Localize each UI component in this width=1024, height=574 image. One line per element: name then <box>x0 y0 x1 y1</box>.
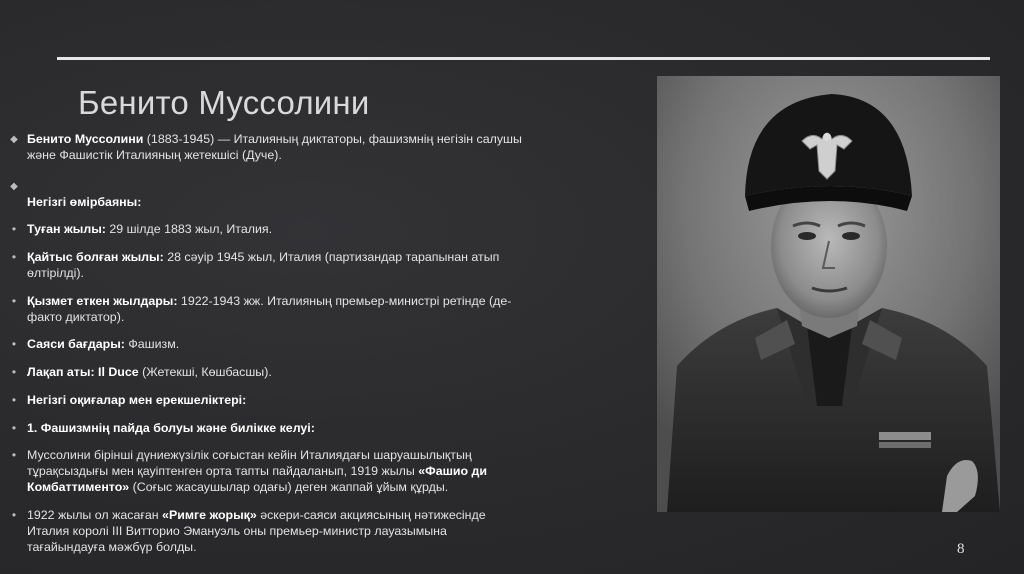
slide-title: Бенито Муссолини <box>78 84 370 121</box>
bullet-item <box>0 336 527 352</box>
bullet-item <box>0 249 527 281</box>
bullet-text: (Соғыс жасаушылар одағы) деген жаппай ұйым құрды. <box>129 480 449 494</box>
bullet-bold-text: Бенито Муссолини <box>27 132 144 146</box>
bullet-item <box>0 447 527 495</box>
bullet-item <box>0 293 527 325</box>
bullet-item <box>0 194 527 210</box>
dot-bullet-icon: • <box>11 421 17 435</box>
dot-bullet-icon: • <box>11 393 17 407</box>
bullet-item <box>0 221 527 237</box>
bullet-item <box>0 131 527 163</box>
dot-bullet-icon: • <box>11 250 17 264</box>
bullet-bold-text: «Римге жорық» <box>162 508 257 522</box>
bullet-text: Муссолини бірінші дүниежүзілік соғыстан кейін Италиядағы шаруашылықтың тұрақсыздығы мен қауіптенген орта тапты пайдаланып, 1919 жылы <box>27 448 472 478</box>
dot-bullet-icon: • <box>11 448 17 462</box>
bullet-item <box>0 364 527 380</box>
bullet-bold-text: Лақап аты: Il Duce <box>27 365 139 379</box>
bullet-item <box>0 392 527 408</box>
page-number: 8 <box>957 541 965 557</box>
bullet-text: әскери-саяси акциясының нәтижесінде Италия королі III Витторио Эмануэль оны премьер-министр лауазымына тағайындауға мәжбүр болды. <box>27 508 486 554</box>
top-divider-line <box>57 57 990 60</box>
dot-bullet-icon: • <box>11 365 17 379</box>
bullet-bold-text: 1. Фашизмнің пайда болуы және билікке келуі: <box>27 421 315 435</box>
bullet-text: 1922 жылы ол жасаған <box>27 508 163 522</box>
bullet-text: 28 сәуір 1945 жыл, Италия (партизандар тарапынан атып өлтірілді). <box>27 250 500 280</box>
bullet-bold-text: Туған жылы: <box>27 222 106 236</box>
diamond-bullet-icon: ◆ <box>10 134 18 145</box>
diamond-bullet-icon: ◆ <box>10 181 18 192</box>
dot-bullet-icon: • <box>11 294 17 308</box>
bullet-text: Фашизм. <box>124 337 180 351</box>
portrait-illustration <box>657 76 1000 512</box>
portrait-photo <box>657 76 1000 512</box>
bullet-bold-text: Негізгі өмірбаяны: <box>27 195 142 209</box>
bullet-bold-text: Саяси бағдары: <box>27 337 125 351</box>
dot-bullet-icon: • <box>11 508 17 522</box>
bullet-item <box>0 420 527 436</box>
bullet-bold-text: «Фашио ди Комбаттименто» <box>27 464 488 494</box>
dot-bullet-icon: • <box>11 222 17 236</box>
bullet-item <box>0 507 527 555</box>
bullet-text: (Жетекші, Көшбасшы). <box>138 365 272 379</box>
bullet-bold-text: Қызмет еткен жылдары: <box>27 294 178 308</box>
bullet-text: (1883-1945) — Италияның диктаторы, фашизмнің негізін салушы және Фашистік Италияның жетекшісі (Дуче). <box>27 132 522 162</box>
bullet-bold-text: Негізгі оқиғалар мен ерекшеліктері: <box>27 393 247 407</box>
dot-bullet-icon: • <box>11 337 17 351</box>
bullet-bold-text: Қайтыс болған жылы: <box>27 250 164 264</box>
bullet-text: 1922-1943 жж. Италияның премьер-министрі ретінде (де-факто диктатор). <box>27 294 512 324</box>
bullet-text: 29 шілде 1883 жыл, Италия. <box>105 222 273 236</box>
